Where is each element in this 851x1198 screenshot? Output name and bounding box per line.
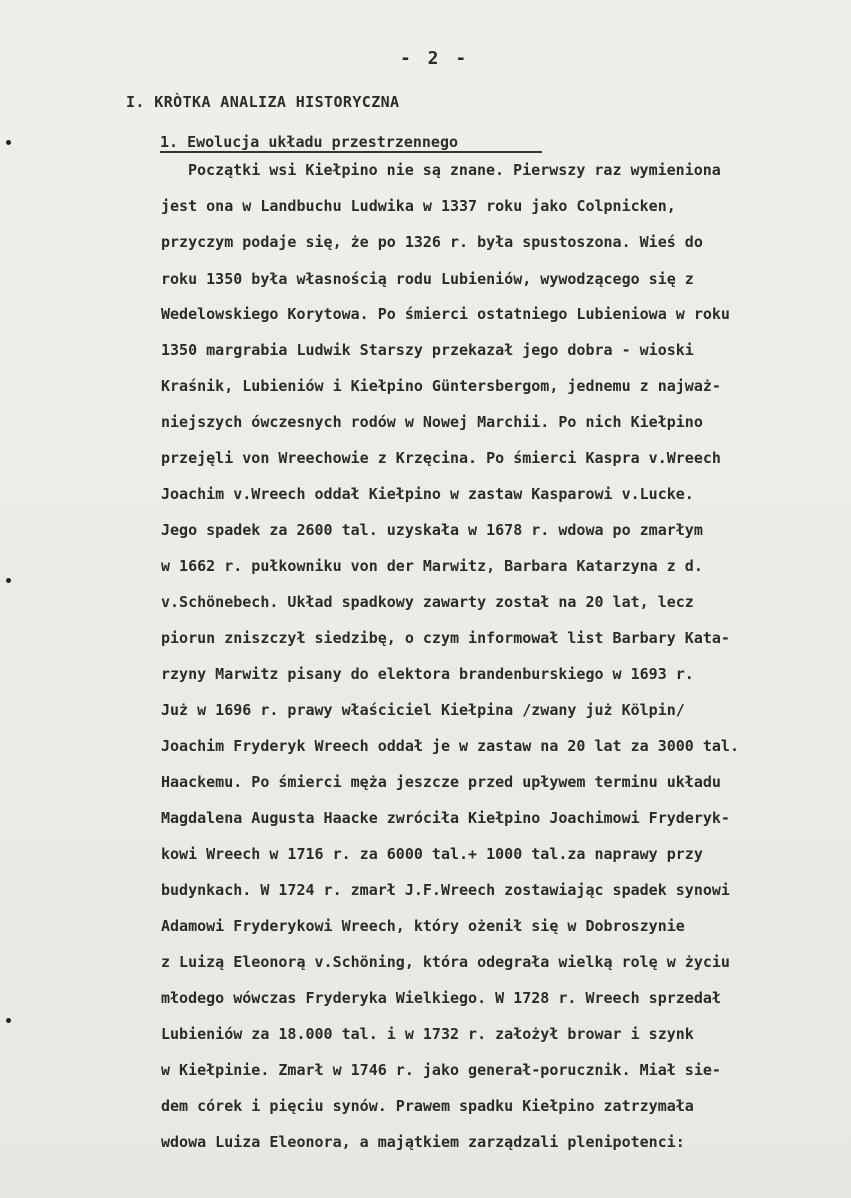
body-line: budynkach. W 1724 r. zmarł J.F.Wreech zostawiając spadek synowi (161, 881, 730, 899)
body-line: Lubieniów za 18.000 tal. i w 1732 r. założył browar i szynk (161, 1025, 694, 1043)
body-line: Magdalena Augusta Haacke zwróciła Kiełpino Joachimowi Fryderyk- (161, 809, 730, 827)
body-line: Kraśnik, Lubieniów i Kiełpino Güntersbergom, jednemu z najważ- (161, 377, 721, 395)
body-line: 1350 margrabia Ludwik Starszy przekazał jego dobra - wioski (161, 341, 694, 359)
body-line: niejszych ówczesnych rodów w Nowej Marchii. Po nich Kiełpino (161, 413, 703, 431)
body-line: wdowa Luiza Eleonora, a majątkiem zarządzali plenipotenci: (161, 1133, 685, 1151)
punch-hole-mark-bottom (6, 1018, 11, 1023)
body-line: rzyny Marwitz pisany do elektora brandenburskiego w 1693 r. (161, 665, 694, 683)
body-line: Wedelowskiego Korytowa. Po śmierci ostatniego Lubieniowa w roku (161, 305, 730, 323)
body-line: Już w 1696 r. prawy właściciel Kiełpina /zwany już Kölpin/ (161, 701, 685, 719)
punch-hole-mark-middle (6, 578, 11, 583)
body-line: dem córek i pięciu synów. Prawem spadku Kiełpino zatrzymała (161, 1097, 694, 1115)
body-line: Joachim v.Wreech oddał Kiełpino w zastaw Kasparowi v.Lucke. (161, 485, 694, 503)
body-line: Początki wsi Kiełpino nie są znane. Pierwszy raz wymieniona (188, 161, 721, 179)
subsection-heading: 1. Ewolucja układu przestrzennego (160, 133, 459, 151)
section-heading: I. KRÒTKA ANALIZA HISTORYCZNA (126, 93, 400, 111)
body-line: z Luizą Eleonorą v.Schöning, która odegrała wielką rolę w życiu (161, 953, 730, 971)
body-line: jest ona w Landbuchu Ludwika w 1337 roku jako Colpnicken, (161, 197, 676, 215)
body-line: Haackemu. Po śmierci męża jeszcze przed upływem terminu układu (161, 773, 721, 791)
body-line: roku 1350 była własnością rodu Lubieniów, wywodzącego się z (161, 270, 694, 288)
subsection-underline (160, 151, 542, 153)
body-line: Adamowi Fryderykowi Wreech, który ożenił się w Dobroszynie (161, 917, 685, 935)
page-number: - 2 - (400, 48, 470, 69)
body-line: przyczym podaje się, że po 1326 r. była spustoszona. Wieś do (161, 233, 703, 251)
body-line: piorun zniszczył siedzibę, o czym informował list Barbary Kata- (161, 629, 730, 647)
body-line: Joachim Fryderyk Wreech oddał je w zastaw na 20 lat za 3000 tal. (161, 737, 739, 755)
body-line: młodego wówczas Fryderyka Wielkiego. W 1728 r. Wreech sprzedał (161, 989, 721, 1007)
body-line: v.Schönebech. Układ spadkowy zawarty został na 20 lat, lecz (161, 593, 694, 611)
body-line: kowi Wreech w 1716 r. za 6000 tal.+ 1000 tal.za naprawy przy (161, 845, 703, 863)
body-line: Jego spadek za 2600 tal. uzyskała w 1678 r. wdowa po zmarłym (161, 521, 703, 539)
punch-hole-mark-top (6, 140, 11, 145)
body-line: w 1662 r. pułkowniku von der Marwitz, Barbara Katarzyna z d. (161, 557, 703, 575)
body-line: przejęli von Wreechowie z Krzęcina. Po śmierci Kaspra v.Wreech (161, 449, 721, 467)
body-line: w Kiełpinie. Zmarł w 1746 r. jako generał-porucznik. Miał sie- (161, 1061, 721, 1079)
